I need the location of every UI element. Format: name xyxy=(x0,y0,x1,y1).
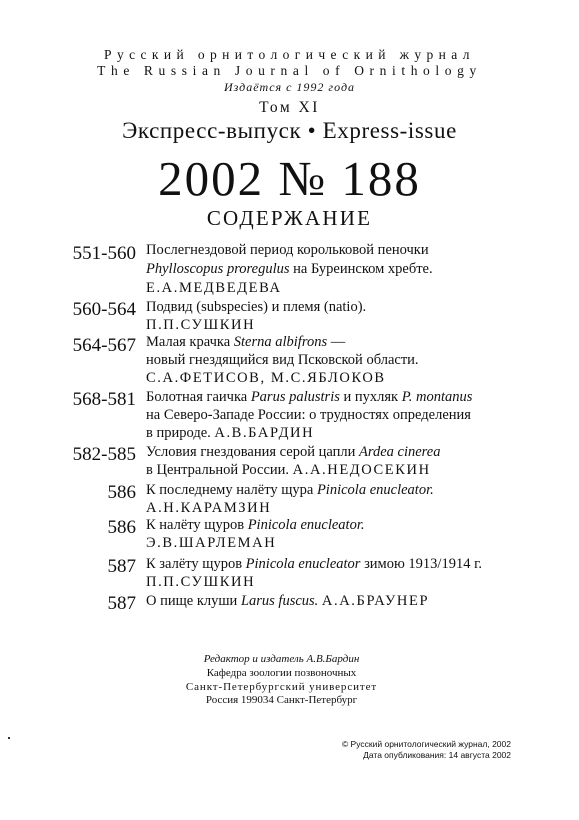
express-issue-label: Экспресс-выпуск • Express-issue xyxy=(122,118,457,143)
toc-line xyxy=(146,462,431,479)
species-name: Larus fuscus. xyxy=(240,593,319,609)
toc-line xyxy=(146,299,366,316)
toc-text: на Буреинском хребте. xyxy=(289,261,433,277)
toc-text: К залёту щуров xyxy=(146,556,246,572)
scan-mark xyxy=(8,737,10,739)
toc-text: на Северо-Западе России: о трудностях определения xyxy=(146,407,471,423)
toc-line xyxy=(146,482,434,499)
publication-date-line: Дата опубликования: 14 августа 2002 xyxy=(363,750,511,760)
toc-text: Малая крачка xyxy=(146,334,234,350)
toc-text: К налёту щуров xyxy=(146,517,248,533)
toc-text: Болотная гаичка xyxy=(146,389,251,405)
toc-pages: 560-564 xyxy=(72,299,136,320)
toc-line xyxy=(146,425,314,442)
toc-text: новый гнездящийся вид Псковской области. xyxy=(146,352,419,368)
toc-line xyxy=(146,407,471,424)
toc-text: в Центральной России. xyxy=(146,462,293,478)
toc-line xyxy=(146,352,419,369)
toc-author: А.В.БАРДИН xyxy=(214,425,315,441)
toc-author: Э.В.ШАРЛЕМАН xyxy=(146,535,277,551)
species-name: Sterna albifrons xyxy=(233,334,328,350)
issue-number: 2002 № 188 xyxy=(158,151,421,206)
journal-title-ru: Русский орнитологический журнал xyxy=(104,47,475,62)
species-name: P. montanus xyxy=(401,389,473,405)
department-line: Кафедра зоологии позвоночных xyxy=(206,667,357,679)
toc-line xyxy=(146,261,433,278)
toc-author: Е.А.МЕДВЕДЕВА xyxy=(146,280,282,296)
toc-line xyxy=(146,556,482,573)
toc-text: Послегнездовой период корольковой пеночки xyxy=(146,242,429,258)
species-name: Pinicola enucleator. xyxy=(247,517,365,533)
editor-line: Редактор и издатель А.В.Бардин xyxy=(203,653,360,665)
toc-author: А.Н.КАРАМЗИН xyxy=(146,500,272,516)
university-line: Санкт-Петербургский университет xyxy=(185,681,378,693)
toc-author: С.А.ФЕТИСОВ, М.С.ЯБЛОКОВ xyxy=(146,370,386,386)
address-line: Россия 199034 Санкт-Петербург xyxy=(205,694,358,706)
toc-line xyxy=(146,334,345,351)
toc-author: П.П.СУШКИН xyxy=(146,574,256,590)
toc-pages: 587 xyxy=(107,556,136,577)
toc-text: зимою 1913/1914 г. xyxy=(360,556,483,572)
species-name: Ardea cinerea xyxy=(358,444,441,460)
published-since: Издаётся с 1992 года xyxy=(223,80,356,94)
toc-pages: 564-567 xyxy=(72,335,136,356)
species-name: Parus palustris xyxy=(250,389,340,405)
toc-pages: 586 xyxy=(107,517,136,538)
toc-pages: 587 xyxy=(107,593,136,614)
toc-author: П.П.СУШКИН xyxy=(146,317,256,333)
toc-pages: 568-581 xyxy=(72,389,136,410)
species-name: Phylloscopus proregulus xyxy=(146,261,290,277)
toc-pages: 586 xyxy=(107,482,136,503)
toc-text: Условия гнездования серой цапли xyxy=(146,444,359,460)
toc-line xyxy=(146,593,429,610)
species-name: Pinicola enucleator. xyxy=(316,482,434,498)
toc-author: А.А.БРАУНЕР xyxy=(321,593,430,609)
toc-pages: 551-560 xyxy=(72,243,136,264)
toc-text: К последнему налёту щура xyxy=(146,482,317,498)
toc-line xyxy=(146,389,472,406)
toc-text: Подвид (subspecies) и племя (natio). xyxy=(146,299,367,315)
toc-author: А.А.НЕДОСЕКИН xyxy=(292,462,431,478)
toc-text: — xyxy=(327,334,346,350)
journal-title-en: The Russian Journal of Ornithology xyxy=(97,63,482,78)
toc-pages: 582-585 xyxy=(72,444,136,465)
toc-text: и пухляк xyxy=(339,389,402,405)
contents-heading: СОДЕРЖАНИЕ xyxy=(206,206,373,230)
toc-text: в природе. xyxy=(146,425,215,441)
toc-line xyxy=(146,517,364,534)
volume-label: Том XI xyxy=(259,99,320,116)
species-name: Pinicola enucleator xyxy=(245,556,361,572)
toc-line xyxy=(146,242,429,259)
toc-line xyxy=(146,444,440,461)
copyright-line: © Русский орнитологический журнал, 2002 xyxy=(341,739,511,749)
toc-text: О пище клуши xyxy=(146,593,241,609)
